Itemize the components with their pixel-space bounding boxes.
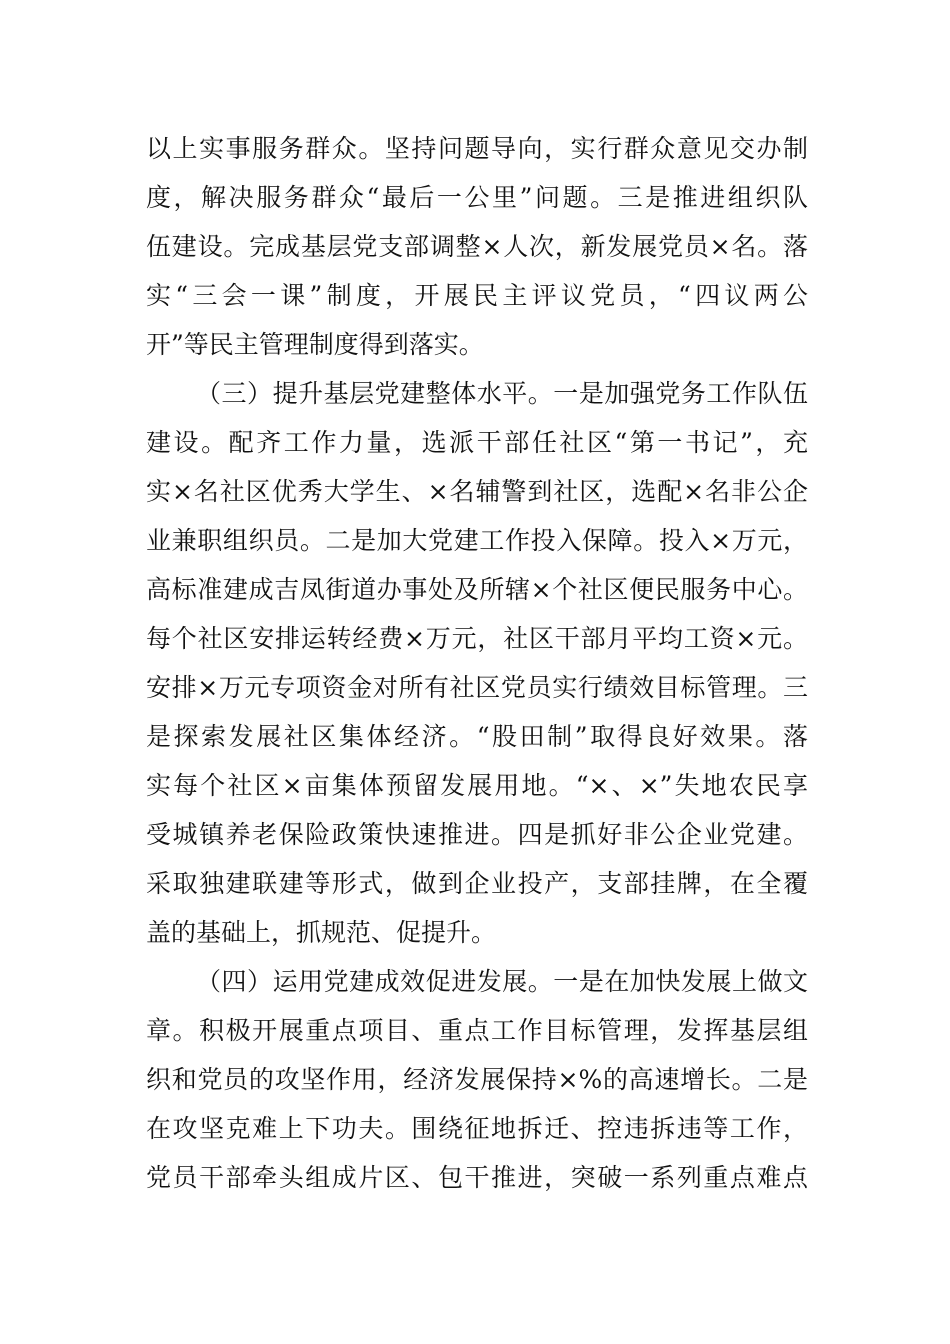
text-line: 党员干部牵头组成片区、包干推进，突破一系列重点难点 [146,1163,808,1192]
text-line: 业兼职组织员。二是加大党建工作投入保障。投入×万元， [146,526,808,555]
text-line: 实×名社区优秀大学生、×名辅警到社区，选配×名非公企 [146,477,808,506]
text-line: 建设。配齐工作力量，选派干部任社区“第一书记”，充 [146,428,808,457]
text-line: 章。积极开展重点项目、重点工作目标管理，发挥基层组 [146,1016,808,1045]
text-line: 伍建设。完成基层党支部调整×人次，新发展党员×名。落 [146,232,808,261]
text-line: 采取独建联建等形式，做到企业投产，支部挂牌，在全覆 [146,869,808,898]
section-heading-line: （三）提升基层党建整体水平。一是加强党务工作队伍 [196,379,808,408]
text-line: 实“三会一课”制度，开展民主评议党员，“四议两公 [146,281,808,310]
text-line: 开”等民主管理制度得到落实。 [146,330,484,359]
document-body [146,124,808,1202]
section-heading-line: （四）运用党建成效促进发展。一是在加快发展上做文 [196,967,808,996]
text-line: 实每个社区×亩集体预留发展用地。“×、×”失地农民享 [146,771,808,800]
text-line: 在攻坚克难上下功夫。围绕征地拆迁、控违拆违等工作， [146,1114,808,1143]
text-line: 是探索发展社区集体经济。“股田制”取得良好效果。落 [146,722,808,751]
text-line: 每个社区安排运转经费×万元，社区干部月平均工资×元。 [146,624,808,653]
text-line: 织和党员的攻坚作用，经济发展保持×%的高速增长。二是 [146,1065,808,1094]
text-line: 度，解决服务群众“最后一公里”问题。三是推进组织队 [146,183,808,212]
text-line: 盖的基础上，抓规范、促提升。 [146,918,497,947]
text-line: 受城镇养老保险政策快速推进。四是抓好非公企业党建。 [146,820,808,849]
text-line: 以上实事服务群众。坚持问题导向，实行群众意见交办制 [146,134,808,163]
text-line: 高标准建成吉凤街道办事处及所辖×个社区便民服务中心。 [146,575,808,604]
text-line: 安排×万元专项资金对所有社区党员实行绩效目标管理。三 [146,673,808,702]
